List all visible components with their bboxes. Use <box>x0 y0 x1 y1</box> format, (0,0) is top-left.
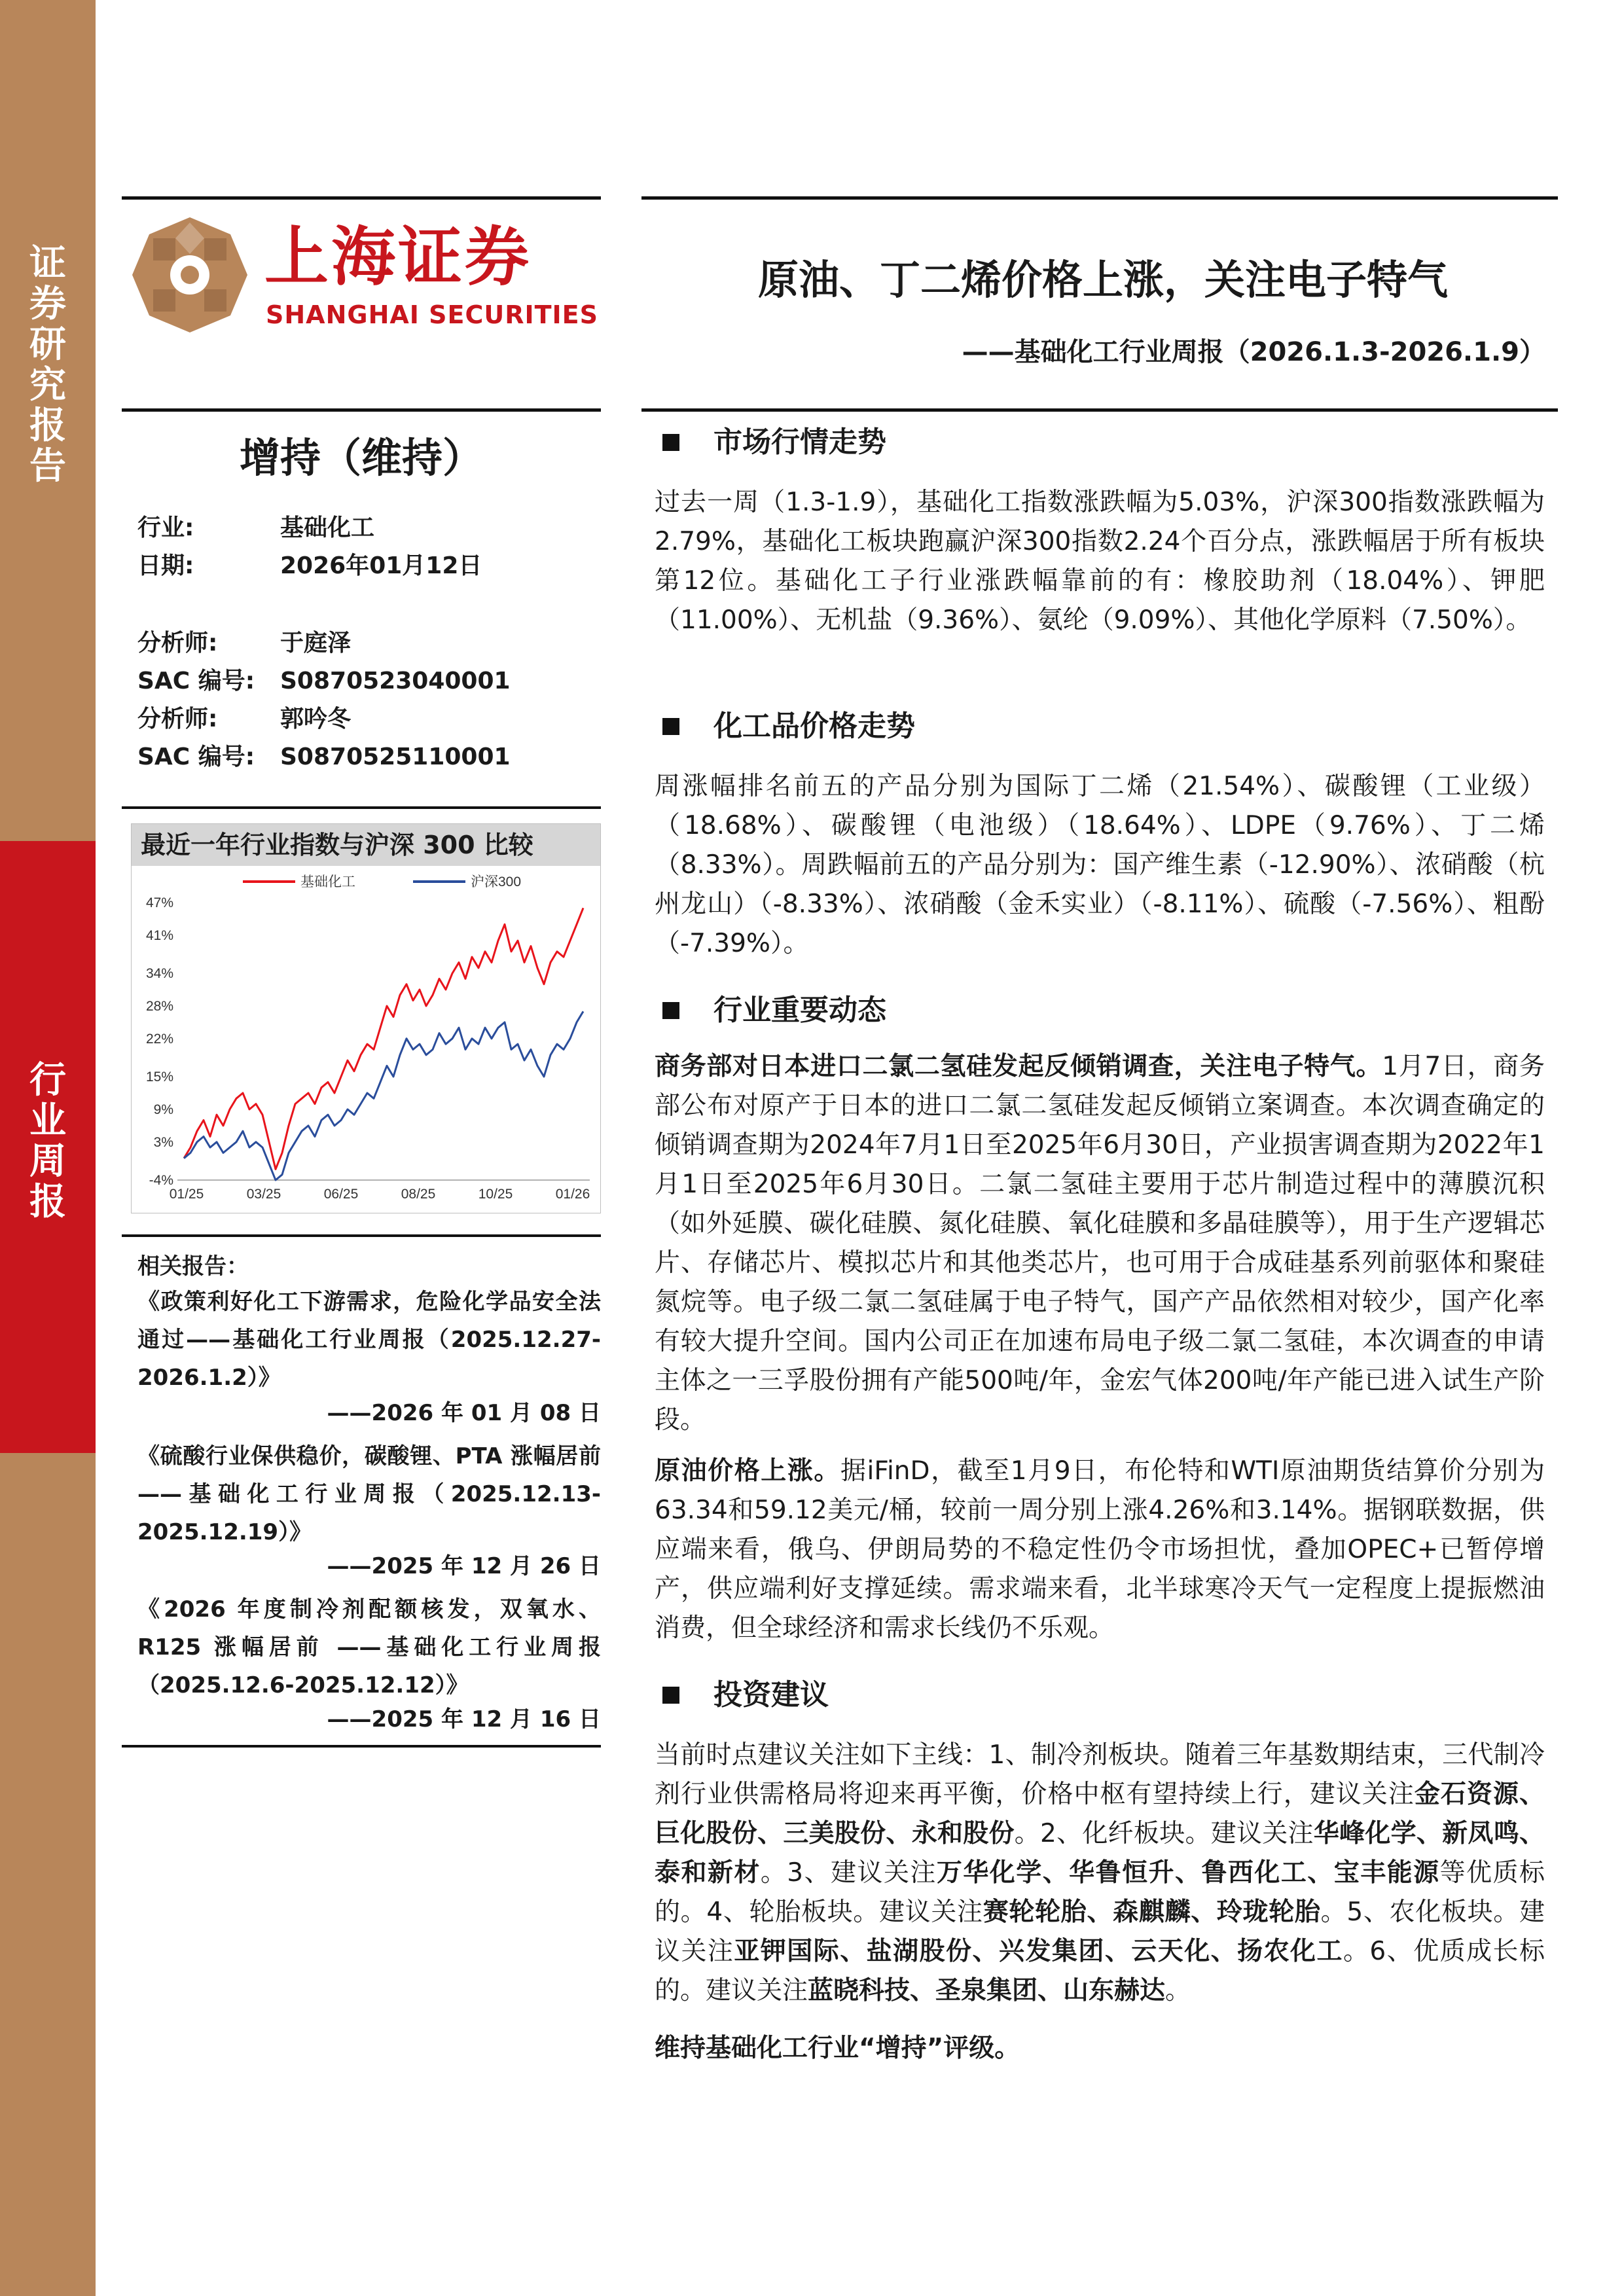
invest-stocks-agro: 亚钾国际、盐湖股份、兴发集团、云天化、扬农化工 <box>734 1937 1343 1966</box>
section-invest-heading <box>655 1676 829 1715</box>
section-market-text: 过去一周（1.3-1.9），基础化工指数涨跌幅为5.03%，沪深300指数涨跌幅为2.79%，基础化工板块跑赢沪深300指数2.24个百分点，涨跌幅居于所有板块第12位。基础化工子行业涨跌幅靠前的有：橡胶助剂（18.04%）、钾肥（11.00%）、无机盐（9.36%）、氨纶（9.09%）、其他化学原料（7.50%）。 <box>655 488 1545 635</box>
news-p2-lead: 原油价格上涨。 <box>655 1456 840 1486</box>
y-tick-label: 34% <box>145 966 173 982</box>
meta-value: 郭吟冬 <box>280 706 352 732</box>
meta-date <box>137 550 482 583</box>
x-tick-label: 10/25 <box>478 1187 513 1202</box>
section-invest-text <box>655 1736 1545 2011</box>
chart-title: 最近一年行业指数与沪深 300 比较 <box>132 824 600 866</box>
y-tick-label: 15% <box>145 1069 173 1085</box>
meta-value: 2026年01月12日 <box>280 552 482 579</box>
side-label-research-char: 报 <box>29 404 66 447</box>
related-report-2-date: ——2025 年 12 月 26 日 <box>327 1553 601 1579</box>
section-market-heading <box>655 423 886 462</box>
section-heading-text: 投资建议 <box>713 1678 829 1712</box>
section-news-p1 <box>655 1047 1545 1440</box>
meta-value: S0870525110001 <box>280 744 511 770</box>
side-label-research-char: 券 <box>29 283 66 325</box>
x-tick-label: 08/25 <box>401 1187 436 1202</box>
invest-stocks-refrigerant: 金石资源、巨化股份、三美股份、永和股份 <box>655 1780 1545 1848</box>
bullet-square-icon <box>662 434 679 451</box>
y-tick-label: 3% <box>153 1134 173 1150</box>
x-tick-label: 01/26 <box>555 1187 590 1202</box>
index-comparison-chart <box>131 823 601 1213</box>
news-p1-lead: 商务部对日本进口二氯二氢硅发起反倾销调查，关注电子特气。 <box>655 1052 1382 1081</box>
invest-stocks-tire: 赛轮轮胎、森麒麟、玲珑轮胎 <box>983 1897 1321 1927</box>
meta-sac-2 <box>137 741 511 774</box>
meta-industry <box>137 512 374 545</box>
related-report-2[interactable]: 《硫酸行业保供稳价，碳酸锂、PTA 涨幅居前 ——基础化工行业周报（2025.12.13-2025.12.19）》 <box>137 1443 601 1545</box>
section-news-heading <box>655 991 886 1030</box>
invest-text: 。5、农化板块。建议关注 <box>655 1897 1545 1966</box>
bullet-square-icon <box>662 1687 679 1704</box>
related-report-1-date: ——2026 年 01 月 08 日 <box>327 1400 601 1426</box>
report-subtitle: ——基础化工行业周报（2026.1.3-2026.1.9） <box>962 337 1545 367</box>
rating: 增持（维持） <box>239 434 483 482</box>
section-heading-text: 行业重要动态 <box>713 994 886 1027</box>
header-rule-right <box>641 196 1558 200</box>
related-report-1[interactable]: 《政策利好化工下游需求，危险化学品安全法通过——基础化工行业周报（2025.12.27-2026.1.2）》 <box>137 1289 601 1391</box>
related-report-3[interactable]: 《2026 年度制冷剂配额核发，双氧水、R125 涨幅居前 ——基础化工行业周报（2025.12.6-2025.12.12）》 <box>137 1596 601 1698</box>
news-p1-body: 1月7日，商务部公布对原产于日本的进口二氯二氢硅发起反倾销立案调查。本次调查确定的倾销调查期为2024年7月1日至2025年6月30日，产业损害调查期为2022年1月1日至2025年6月30日。二氯二氢硅主要用于芯片制造过程中的薄膜沉积（如外延膜、碳化硅膜、氮化硅膜、氧化硅膜和多晶硅膜等），用于生产逻辑芯片、存储芯片、模拟芯片和其他类芯片，也可用于合成硅基系列前驱体和聚硅氮烷等。电子级二氯二氢硅属于电子特气，国产产品依然相对较少，国产化率有较大提升空间。国内公司正在加速布局电子级二氯二氢硅，本次调查的申请主体之一三孚股份拥有产能500吨/年，金宏气体200吨/年产能已进入试生产阶段。 <box>655 1052 1545 1435</box>
invest-closing-text: 维持基础化工行业“增持”评级。 <box>655 2034 1020 2063</box>
meta-key: SAC 编号: <box>137 744 255 770</box>
x-tick-label: 01/25 <box>169 1187 204 1202</box>
meta-key: 日期: <box>137 552 194 579</box>
section-price-heading <box>655 707 915 746</box>
meta-key: 行业: <box>137 514 194 541</box>
invest-text: 。6、优质成长标的。建议关注 <box>655 1937 1545 2005</box>
side-label-weekly-char: 业 <box>29 1100 66 1142</box>
related-rule <box>122 1745 601 1748</box>
legend-label-0: 基础化工 <box>300 874 355 889</box>
side-label-research-char: 告 <box>29 445 66 488</box>
report-title: 原油、丁二烯价格上涨，关注电子特气 <box>757 256 1448 304</box>
invest-text: 。 <box>1165 1976 1191 2005</box>
invest-text: 当前时点建议关注如下主线：1、制冷剂板块。随着三年基数期结束，三代制冷剂行业供需格局将迎来再平衡，价格中枢有望持续上行，建议关注 <box>655 1740 1545 1809</box>
bullet-square-icon <box>662 1002 679 1019</box>
related-report-3-date: ——2025 年 12 月 16 日 <box>327 1706 601 1732</box>
chart-rule <box>122 1234 601 1237</box>
invest-text: 。3、建议关注 <box>760 1858 937 1888</box>
x-tick-label: 03/25 <box>246 1187 281 1202</box>
invest-closing <box>655 2029 1545 2068</box>
x-tick-label: 06/25 <box>323 1187 359 1202</box>
shanghai-securities-logo-icon <box>131 216 249 334</box>
side-label-weekly-char: 报 <box>29 1181 66 1223</box>
meta-key: 分析师: <box>137 630 218 656</box>
meta-analyst-1 <box>137 627 351 660</box>
meta-key: SAC 编号: <box>137 668 255 694</box>
y-tick-label: -4% <box>149 1173 173 1188</box>
y-tick-label: 9% <box>153 1102 173 1117</box>
logo-text-cn: 上海证券 <box>264 220 532 295</box>
bullet-square-icon <box>662 718 679 735</box>
legend-label-1: 沪深300 <box>471 874 522 889</box>
related-reports-title: 相关报告： <box>137 1253 249 1280</box>
meta-value: 于庭泽 <box>280 630 352 656</box>
section-price-text: 周涨幅排名前五的产品分别为国际丁二烯（21.54%）、碳酸锂（工业级）（18.68%）、碳酸锂（电池级）（18.64%）、LDPE（9.76%）、丁二烯（8.33%）。周跌幅前五的产品分别为：国产维生素（-12.90%）、浓硝酸（杭州龙山）（-8.33%）、浓硝酸（金禾实业）（-8.11%）、硫酸（-7.56%）、粗酚（-7.39%）。 <box>655 772 1545 958</box>
y-tick-label: 28% <box>145 998 173 1014</box>
series-line-0 <box>184 908 583 1169</box>
section-heading-text: 市场行情走势 <box>713 425 886 459</box>
y-tick-label: 41% <box>145 927 173 943</box>
invest-text: 。2、化纤板块。建议关注 <box>1014 1819 1314 1848</box>
meta-value: S0870523040001 <box>280 668 511 694</box>
y-tick-label: 47% <box>145 895 173 910</box>
meta-rule <box>122 806 601 809</box>
meta-value: 基础化工 <box>280 514 375 541</box>
invest-stocks-fiber: 华峰化学、新凤鸣、泰和新材 <box>655 1819 1545 1888</box>
side-label-weekly-char: 周 <box>29 1140 66 1183</box>
news-p2-body: 据iFinD，截至1月9日，布伦特和WTI原油期货结算价分别为63.34和59.12美元/桶，较前一周分别上涨4.26%和3.14%。据钢联数据，供应端来看，俄乌、伊朗局势的不稳定性仍令市场担忧，叠加OPEC+已暂停增产，供应端利好支撑延续。需求端来看，北半球寒冷天气一定程度上提振燃油消费，但全球经济和需求长线仍不乐观。 <box>655 1456 1545 1643</box>
side-label-research-char: 研 <box>29 323 66 366</box>
side-label-research <box>0 243 96 487</box>
invest-stocks-leaders: 万华化学、华鲁恒升、鲁西化工、宝丰能源 <box>936 1858 1440 1888</box>
logo-text-en: SHANGHAI SECURITIES <box>266 300 599 329</box>
meta-analyst-2 <box>137 703 351 736</box>
side-label-research-char: 究 <box>29 364 66 406</box>
side-label-weekly-char: 行 <box>29 1059 66 1102</box>
invest-text: 等优质标的。4、轮胎板块。建议关注 <box>655 1858 1545 1927</box>
invest-stocks-growth: 蓝晓科技、圣泉集团、山东赫达 <box>808 1976 1166 2005</box>
side-label-research-char: 证 <box>29 242 66 285</box>
y-tick-label: 22% <box>145 1031 173 1047</box>
header-rule-left-bottom <box>122 408 601 412</box>
side-label-weekly <box>0 1060 96 1223</box>
meta-sac-1 <box>137 665 511 698</box>
header-rule-right-bottom <box>641 408 1558 412</box>
meta-key: 分析师: <box>137 706 218 732</box>
section-heading-text: 化工品价格走势 <box>713 709 915 743</box>
header-rule-left <box>122 196 601 200</box>
section-news-p2 <box>655 1452 1545 1648</box>
chart-canvas <box>132 866 600 1213</box>
